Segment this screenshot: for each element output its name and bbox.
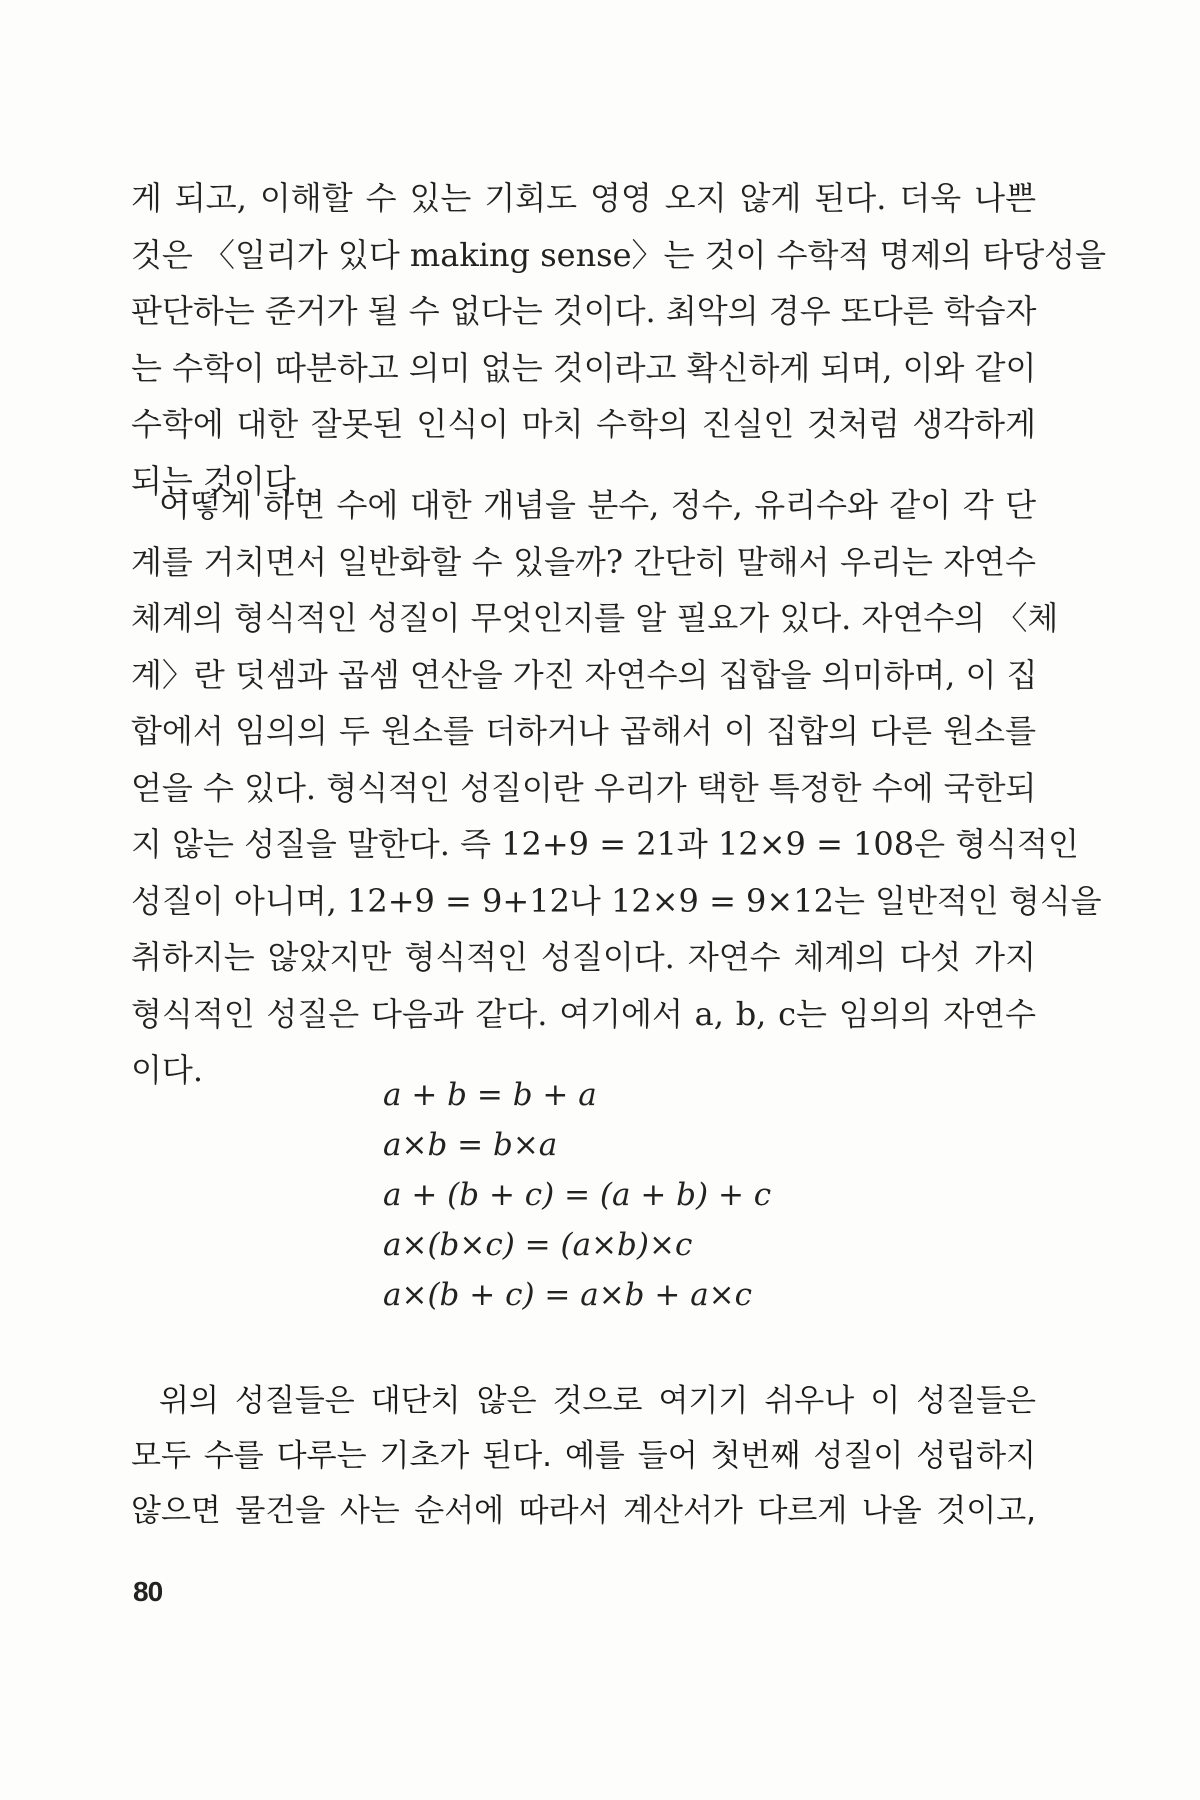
paragraph-line: 모두 수를 다루는 기초가 된다. 예를 들어 첫번째 성질이 성립하지	[131, 1438, 1036, 1474]
paragraph-line: 되는 것이다.	[131, 461, 306, 500]
paragraph-line: 어떻게 하면 수에 대한 개념을 분수, 정수, 유리수와 같이 각 단	[159, 486, 1036, 524]
paragraph-line: 는 수학이 따분하고 의미 없는 것이라고 확신하게 되며, 이와 같이	[131, 348, 1037, 387]
formula-list	[383, 1070, 771, 1320]
paragraph-line: 취하지는 않았지만 형식적인 성질이다. 자연수 체계의 다섯 가지	[131, 938, 1036, 976]
paragraph-line: 않으면 물건을 사는 순서에 따라서 계산서가 다르게 나올 것이고,	[131, 1493, 1036, 1529]
formula-distributive: a×(b + c) = a×b + a×c	[383, 1277, 753, 1313]
paragraph-line: 위의 성질들은 대단치 않은 것으로 여기기 쉬우나 이 성질들은	[159, 1383, 1036, 1419]
paragraph-line: 얻을 수 있다. 형식적인 성질이란 우리가 택한 특정한 수에 국한되	[131, 768, 1037, 807]
paragraph-line: 이다.	[131, 1051, 203, 1089]
paragraph-line: 수학에 대한 잘못된 인식이 마치 수학의 진실인 것처럼 생각하게	[131, 405, 1036, 443]
paragraph-line: 지 않는 성질을 말한다. 즉 12+9 = 21과 12×9 = 108은 형식적인	[131, 825, 1079, 863]
paragraph-line: 것은 〈일리가 있다 making sense〉는 것이 수학적 명제의 타당성을	[131, 235, 1107, 274]
formula-associative-addition: a + (b + c) = (a + b) + c	[383, 1177, 772, 1213]
paragraph-line: 성질이 아니며, 12+9 = 9+12나 12×9 = 9×12는 일반적인 형식을	[131, 881, 1102, 920]
paragraph-line: 계〉란 덧셈과 곱셈 연산을 가진 자연수의 집합을 의미하며, 이 집	[131, 655, 1038, 694]
paragraph-3	[131, 1374, 1036, 1539]
paragraph-line: 체계의 형식적인 성질이 무엇인지를 알 필요가 있다. 자연수의 〈체	[131, 599, 1059, 637]
formula-associative-multiplication: a×(b×c) = (a×b)×c	[383, 1227, 693, 1263]
formula-commutative-addition: a + b = b + a	[383, 1077, 597, 1113]
formula-commutative-multiplication: a×b = b×a	[383, 1127, 558, 1163]
paragraph-line: 판단하는 준거가 될 수 없다는 것이다. 최악의 경우 또다른 학습자	[131, 292, 1037, 330]
paragraph-line: 계를 거치면서 일반화할 수 있을까? 간단히 말해서 우리는 자연수	[131, 542, 1036, 581]
paragraph-2	[131, 477, 1102, 1099]
paragraph-line: 합에서 임의의 두 원소를 더하거나 곱해서 이 집합의 다른 원소를	[131, 712, 1036, 750]
paragraph-line: 게 되고, 이해할 수 있는 기회도 영영 오지 않게 된다. 더욱 나쁜	[131, 179, 1036, 217]
paragraph-1	[131, 170, 1107, 509]
paragraph-line: 형식적인 성질은 다음과 같다. 여기에서 a, b, c는 임의의 자연수	[131, 994, 1036, 1033]
page-number: 80	[133, 1576, 163, 1607]
